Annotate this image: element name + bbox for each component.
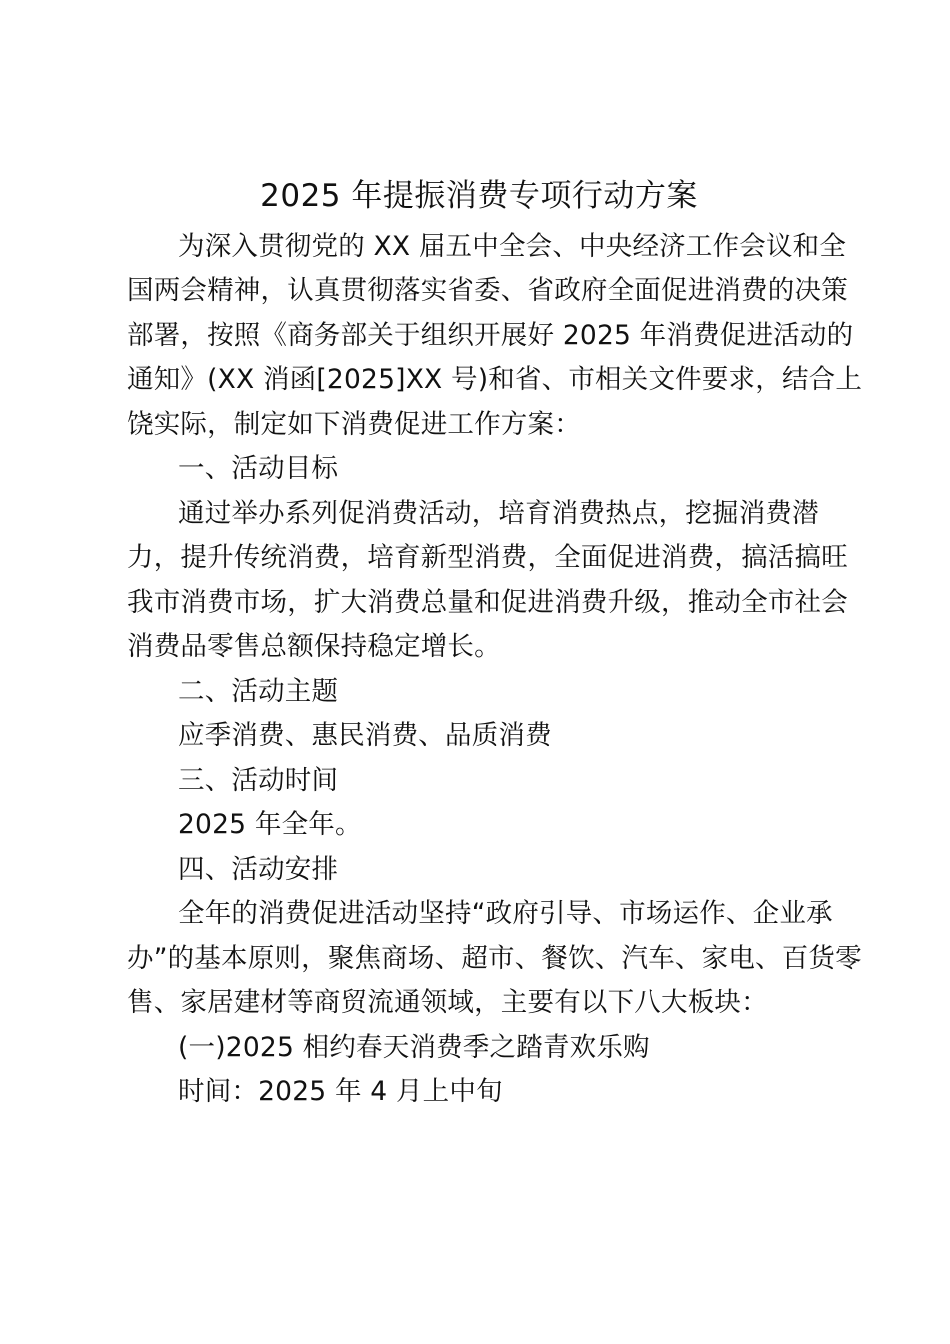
document-title: 2025 年提振消费专项行动方案	[260, 178, 698, 214]
paragraph-line: 饶实际，制定如下消费促进工作方案：	[127, 409, 581, 440]
paragraph-line: 力，提升传统消费，培育新型消费，全面促进消费，搞活搞旺	[127, 542, 848, 573]
paragraph-line: 为深入贯彻党的 XX 届五中全会、中央经济工作会议和全	[178, 231, 847, 262]
paragraph-line: 通知》(XX 消函[2025]XX 号)和省、市相关文件要求，结合上	[127, 364, 863, 395]
paragraph-line: 我市消费市场，扩大消费总量和促进消费升级，推动全市社会	[127, 587, 848, 618]
paragraph-line: 通过举办系列促消费活动，培育消费热点，挖掘消费潜	[178, 498, 819, 529]
section-heading: 四、活动安排	[178, 854, 339, 885]
paragraph-line: 部署，按照《商务部关于组织开展好 2025 年消费促进活动的	[127, 320, 854, 351]
section-heading: 三、活动时间	[178, 765, 339, 796]
paragraph-line: 售、家居建材等商贸流通领域，主要有以下八大板块：	[127, 987, 768, 1018]
section-heading: 一、活动目标	[178, 453, 339, 484]
paragraph-line: 全年的消费促进活动坚持“政府引导、市场运作、企业承	[178, 898, 833, 929]
paragraph-line: 消费品零售总额保持稳定增长。	[127, 631, 501, 662]
section-heading: 二、活动主题	[178, 676, 339, 707]
subsection-heading: (一)2025 相约春天消费季之踏青欢乐购	[178, 1032, 650, 1063]
paragraph-line: 办”的基本原则，聚焦商场、超市、餐饮、汽车、家电、百货零	[127, 943, 862, 974]
paragraph-line: 国两会精神，认真贯彻落实省委、省政府全面促进消费的决策	[127, 275, 848, 306]
paragraph-line: 时间：2025 年 4 月上中旬	[178, 1076, 503, 1107]
paragraph-line: 2025 年全年。	[178, 809, 362, 840]
paragraph-line: 应季消费、惠民消费、品质消费	[178, 720, 552, 751]
